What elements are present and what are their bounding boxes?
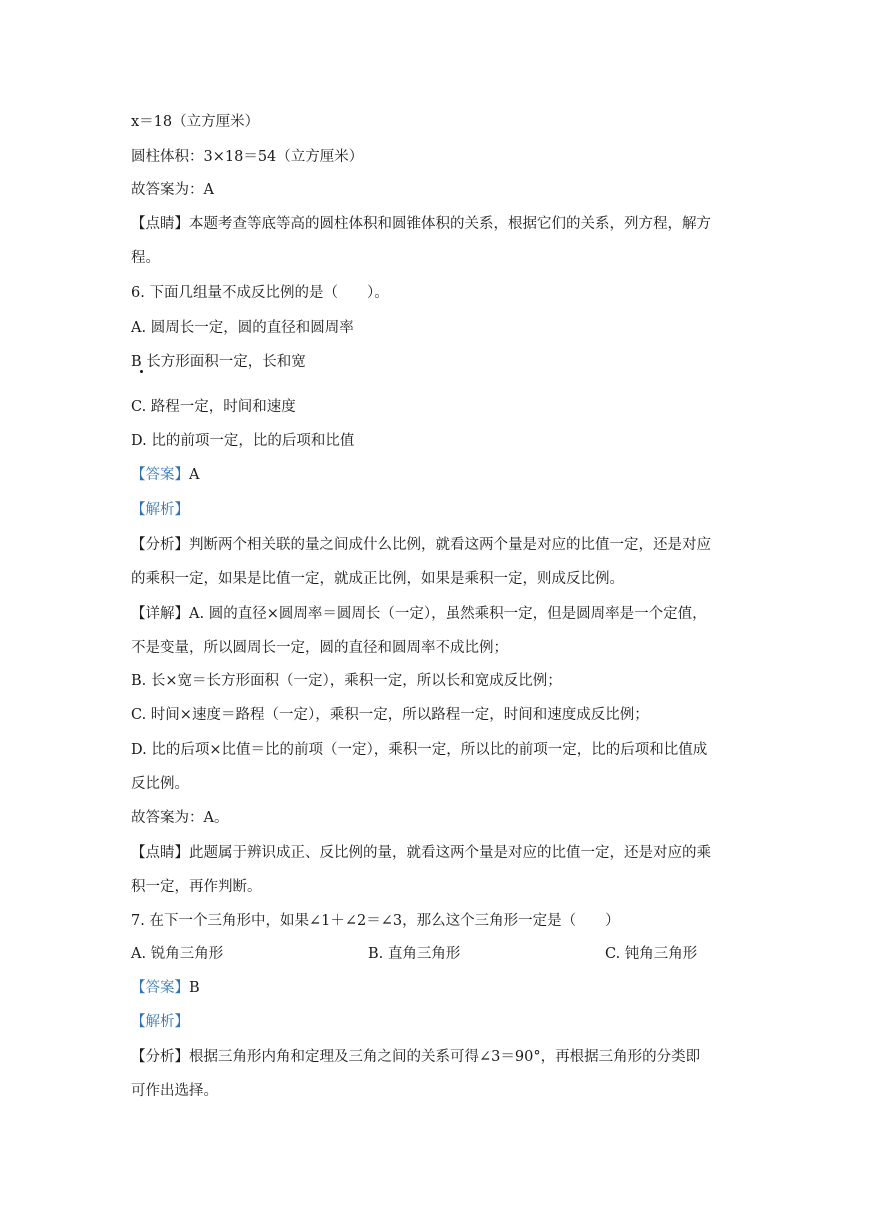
analysis-tag: 【分析】 <box>131 537 189 553</box>
detail-text-3: B. 长×宽＝长方形面积（一定），乘积一定，所以长和宽成反比例； <box>131 673 562 689</box>
analysis-text: 根据三角形内角和定理及三角之间的关系可得∠3＝90°，再根据三角形的分类即 <box>189 1049 701 1065</box>
question-7: 7. 在下一个三角形中，如果∠1＋∠2＝∠3，那么这个三角形一定是（ ） <box>131 913 620 929</box>
stray-dot <box>140 370 143 373</box>
dianjing-text-2: 积一定，再作判断。 <box>131 879 262 895</box>
analysis-text-7-2: 可作出选择。 <box>131 1083 218 1099</box>
answer-line-7 <box>131 978 751 998</box>
answer-value: B <box>189 980 200 996</box>
option-b: B 长方形面积一定，长和宽 <box>131 354 306 370</box>
detail-tag: 【详解】 <box>131 606 189 622</box>
detail-text-2: 不是变量，所以圆周长一定，圆的直径和圆周率不成比例； <box>131 640 508 656</box>
text-line: 圆柱体积：3×18＝54（立方厘米） <box>131 149 364 165</box>
answer-line <box>131 465 751 485</box>
text-line: 故答案为：A <box>131 182 214 198</box>
analysis-text: 判断两个相关联的量之间成什么比例，就看这两个量是对应的比值一定，还是对应 <box>189 537 711 553</box>
detail-text-4: C. 时间×速度＝路程（一定），乘积一定，所以路程一定，时间和速度成反比例； <box>131 707 649 723</box>
option-d: D. 比的前项一定，比的后项和比值 <box>131 433 355 449</box>
jiexi-tag: 【解析】 <box>131 502 189 518</box>
dianjing-tag: 【点睛】 <box>131 845 189 861</box>
option-c: C. 钝角三角形 <box>605 946 698 962</box>
analysis-line <box>131 535 751 555</box>
analysis-line-7 <box>131 1047 751 1067</box>
detail-text-6: 反比例。 <box>131 776 189 792</box>
answer-value: A <box>189 467 200 483</box>
detail-text-5: D. 比的后项×比值＝比的前项（一定），乘积一定，所以比的前项一定，比的后项和比值成 <box>131 742 708 758</box>
option-b: B. 直角三角形 <box>368 946 461 962</box>
option-a: A. 圆周长一定，圆的直径和圆周率 <box>131 320 354 336</box>
question-6: 6. 下面几组量不成反比例的是（ ）。 <box>131 285 389 301</box>
option-c: C. 路程一定，时间和速度 <box>131 399 296 415</box>
final-answer: 故答案为：A。 <box>131 810 229 826</box>
analysis-tag: 【分析】 <box>131 1049 189 1065</box>
text-line: 程。 <box>131 250 160 266</box>
option-a: A. 锐角三角形 <box>131 946 224 962</box>
dianjing-text: 此题属于辨识成正、反比例的量，就看这两个量是对应的比值一定，还是对应的乘 <box>189 845 711 861</box>
detail-line <box>131 604 751 624</box>
jiexi-tag-7: 【解析】 <box>131 1014 189 1030</box>
dianjing-line-2 <box>131 843 751 863</box>
analysis-text-2: 的乘积一定，如果是比值一定，就成正比例，如果是乘积一定，则成反比例。 <box>131 571 624 587</box>
dianjing-line: 【点睛】本题考查等底等高的圆柱体积和圆锥体积的关系，根据它们的关系，列方程，解方 <box>131 216 711 232</box>
answer-tag: 【答案】 <box>131 467 189 483</box>
text-line: x＝18（立方厘米） <box>131 114 260 130</box>
detail-text: A. 圆的直径×圆周率＝圆周长（一定），虽然乘积一定，但是圆周率是一个定值， <box>189 606 707 622</box>
answer-tag: 【答案】 <box>131 980 189 996</box>
